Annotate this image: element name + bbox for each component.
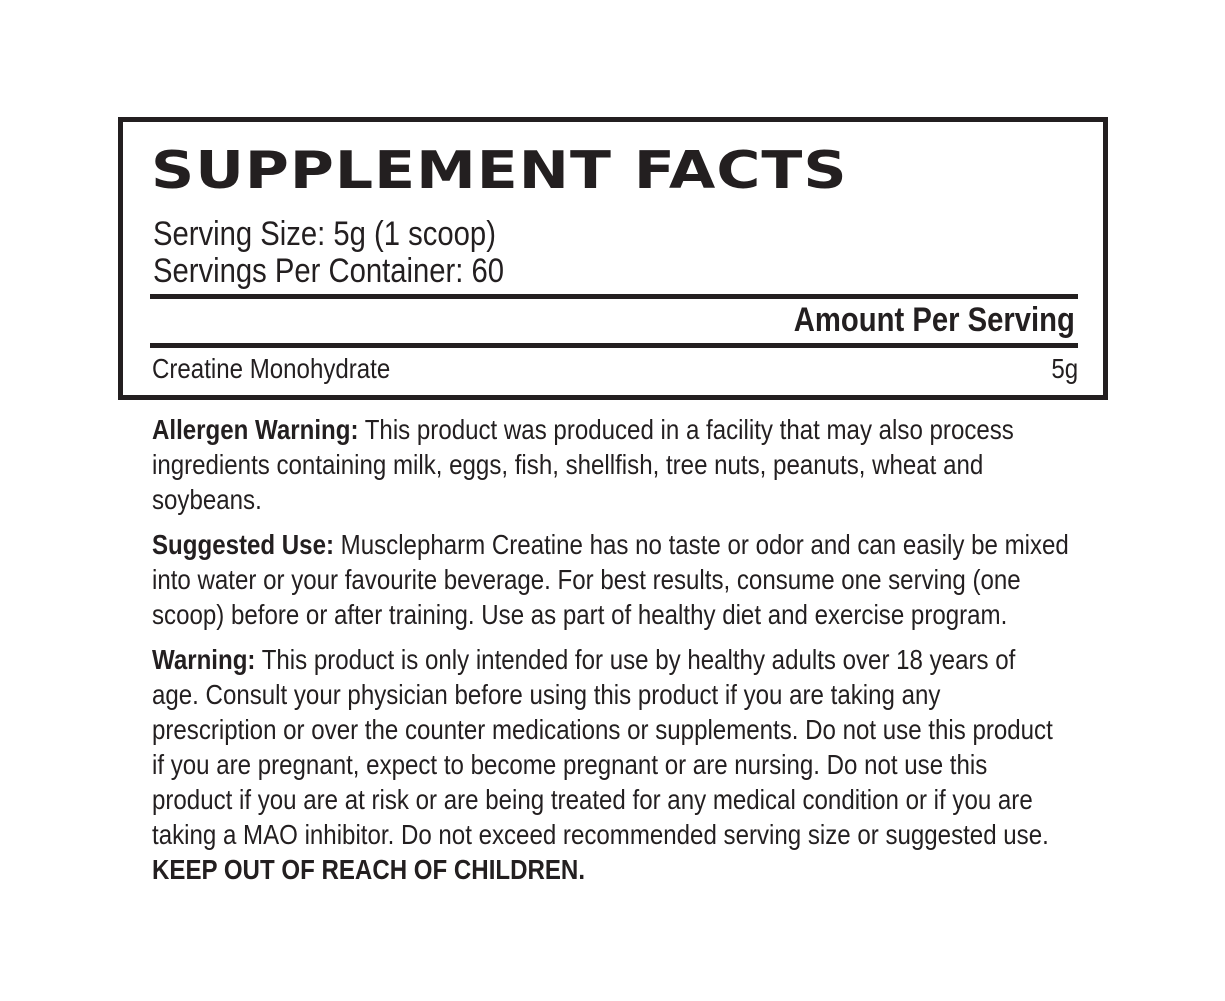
text-line: taking a MAO inhibitor. Do not exceed recommended serving size or suggested use.	[152, 819, 1049, 850]
facts-title: SUPPLEMENT FACTS	[151, 140, 848, 202]
warning-label: Warning:	[152, 644, 256, 675]
text-line: ingredients containing milk, eggs, fish, shellfish, tree nuts, peanuts, wheat and	[152, 449, 984, 480]
label-notes	[152, 412, 1212, 897]
text-line	[152, 642, 1081, 677]
servings-per-container: Servings Per Container: 60	[153, 252, 505, 290]
allergen-warning-label: Allergen Warning:	[152, 414, 359, 445]
ingredient-name: Creatine Monohydrate	[152, 353, 391, 384]
text-line: Musclepharm Creatine has no taste or odor and can easily be mixed	[333, 529, 1069, 560]
text-line: product if you are at risk or are being treated for any medical condition or if you are	[152, 784, 1033, 815]
text-line: This product is only intended for use by healthy adults over 18 years of	[255, 644, 1016, 675]
text-line	[152, 527, 1081, 562]
divider-thick	[150, 343, 1078, 348]
serving-size: Serving Size: 5g (1 scoop)	[153, 215, 496, 253]
text-line: age. Consult your physician before using this product if you are taking any	[152, 679, 941, 710]
suggested-use	[152, 527, 1081, 632]
divider-thick	[150, 294, 1078, 299]
warning	[152, 642, 1081, 887]
text-line: into water or your favourite beverage. For best results, consume one serving (one	[152, 564, 1021, 595]
text-line: prescription or over the counter medications or supplements. Do not use this product	[152, 714, 1053, 745]
ingredient-amount: 5g	[1051, 353, 1078, 384]
text-line	[152, 412, 1081, 447]
text-line: soybeans.	[152, 484, 262, 515]
text-line: This product was produced in a facility that may also process	[358, 414, 1014, 445]
ingredient-row	[150, 352, 1078, 386]
text-line: if you are pregnant, expect to become pregnant or are nursing. Do not use this	[152, 749, 988, 780]
allergen-warning	[152, 412, 1081, 517]
supplement-facts-panel	[118, 117, 1108, 400]
suggested-use-label: Suggested Use:	[152, 529, 334, 560]
amount-per-serving-header: Amount Per Serving	[793, 301, 1075, 339]
keep-out-of-reach-notice: KEEP OUT OF REACH OF CHILDREN.	[152, 854, 586, 885]
text-line: scoop) before or after training. Use as part of healthy diet and exercise program.	[152, 599, 1008, 630]
